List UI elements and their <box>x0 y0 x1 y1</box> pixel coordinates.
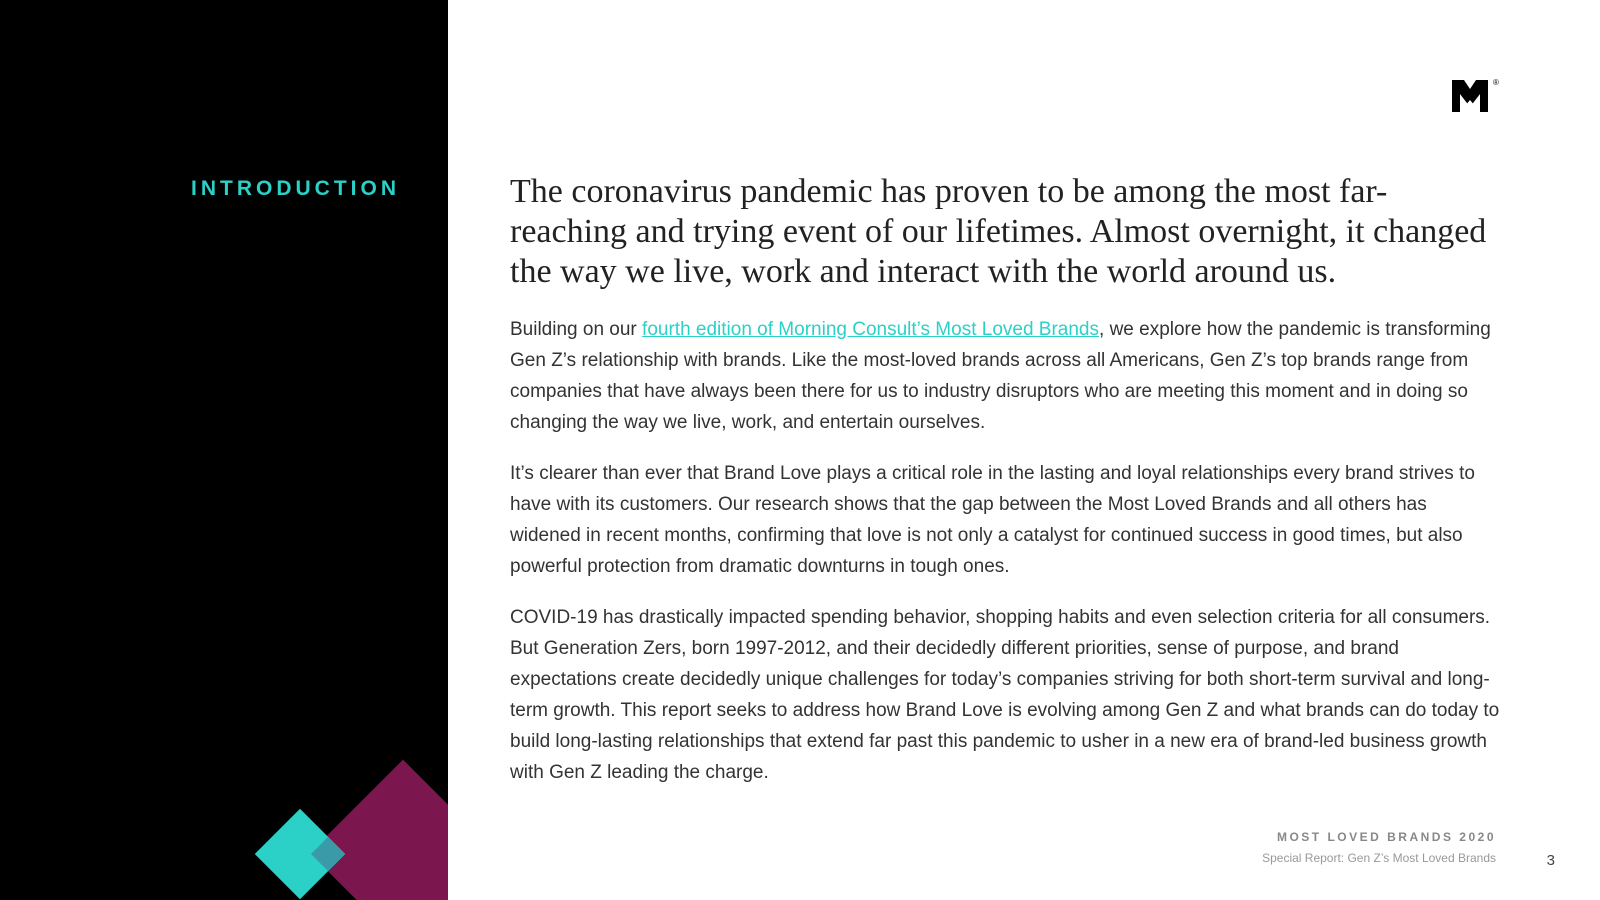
body-paragraph-3: COVID-19 has drastically impacted spending behavior, shopping habits and even selection criteria for all consumers. But Generation Zers, born 1997-2012, and their decidedly different priorities, sense of purpose, and brand expectations create decidedly unique challenges for today’s companies striving for both short-term survival and long-term growth. This report seeks to address how Brand Love is evolving among Gen Z and what brands can do today to build long-lasting relationships that extend far past this pandemic to usher in a new era of brand-led business growth with Gen Z leading the charge. <box>510 607 1500 783</box>
footer-report-subtitle: Special Report: Gen Z’s Most Loved Brands <box>1262 851 1496 865</box>
most-loved-brands-link[interactable]: fourth edition of Morning Consult’s Most Loved Brands <box>642 319 1100 340</box>
footer-report-title: MOST LOVED BRANDS 2020 <box>1276 830 1496 844</box>
lead-paragraph: The coronavirus pandemic has proven to be among the most far-reaching and trying event of our lifetimes. Almost overnight, it changed the way we live, work and interact with the world around us. <box>510 173 1487 290</box>
section-label: INTRODUCTION <box>191 177 400 200</box>
left-sidebar-panel <box>0 0 448 900</box>
main-content <box>510 172 1500 808</box>
paragraph-1-text: , we explore how the pandemic is transforming Gen Z’s relationship with brands. Like the most-loved brands across all Americans, Gen Z’s top brands range from companies that have always been there for us to industry disruptors who are meeting this moment and in doing so changing the way we live, work, and entertain ourselves. <box>510 319 1491 433</box>
morning-consult-logo-icon <box>1450 76 1500 116</box>
body-paragraph-1 <box>510 314 1500 438</box>
paragraph-1-intro-text: Building on our <box>510 319 643 340</box>
page-number: 3 <box>1546 852 1555 869</box>
body-paragraph-2: It’s clearer than ever that Brand Love plays a critical role in the lasting and loyal relationships every brand strives to have with its customers. Our research shows that the gap between the Most Loved Brands and all others has widened in recent months, confirming that love is not only a catalyst for continued success in good times, but also powerful protection from dramatic downturns in tough ones. <box>510 463 1475 577</box>
magenta-diamond-decoration <box>310 760 448 900</box>
registered-mark: ® <box>1493 78 1499 87</box>
